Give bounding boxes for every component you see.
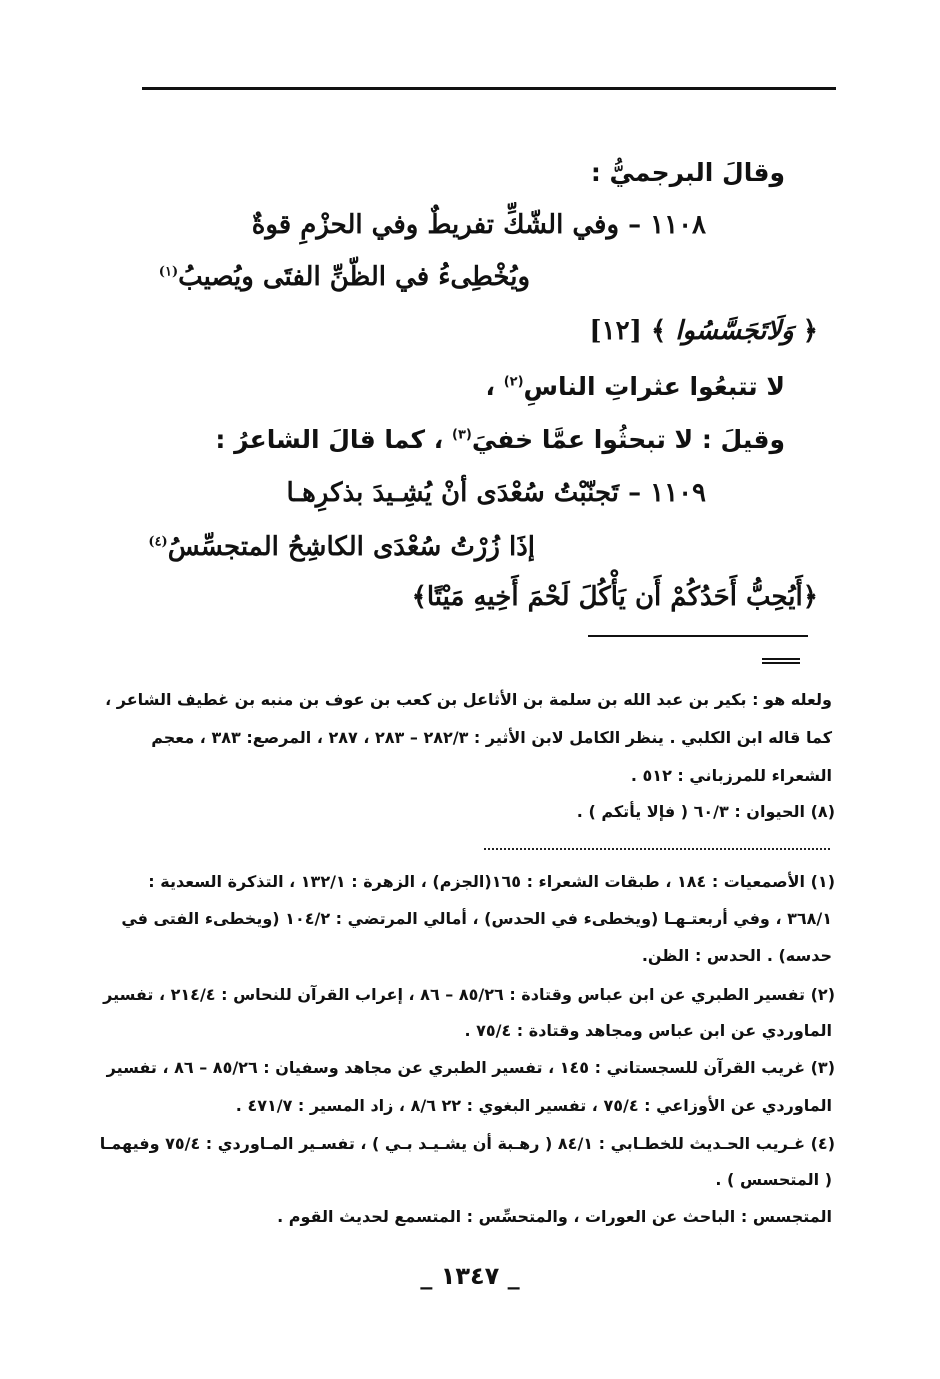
- verse-1108-first-hemistich: ١١٠٨ – وفي الشّكِّ تفريطٌ وفي الحزْمِ قوةٌ: [251, 210, 706, 240]
- explanation-line-2: [215, 425, 785, 454]
- quran-verse-number: [١٢]: [589, 316, 642, 346]
- footnote-ref-1: (١): [158, 264, 179, 280]
- verse-text: ويُخْطِىءُ في الظّنِّ الفتَى ويُصيبُ: [178, 262, 530, 292]
- prev-note-line-3: الشعراء للمرزباني : ٥١٢ .: [630, 766, 832, 785]
- page-number: _ ١٣٤٧ _: [420, 1262, 520, 1290]
- footnote-ref-2: (٢): [503, 374, 524, 390]
- header-rule: [142, 87, 836, 90]
- quran-citation-1: [589, 316, 818, 346]
- verse-text: إذَا زُرْتُ سُعْدَى الكاشِحُ المتجسِّسُ: [167, 532, 535, 562]
- quran-close-bracket: ﴾: [650, 316, 667, 346]
- footnote-2-line-2: الماوردي عن ابن عباس ومجاهد وقتادة : ٧٥/٤ .: [464, 1021, 832, 1040]
- footnote-4-line-1: (٤) غـريب الحـديث للخطـابي : ٨٤/١ ( رهـبة أن يشـيـد بـي ) ، تفسـير المـاوردي : ٧٥/٤ وفيهمـا: [99, 1134, 835, 1153]
- qila-text: وقيلَ : لا تبحثُوا عمَّا خفيَ: [471, 425, 785, 454]
- verse-1109-first-hemistich: ١١٠٩ – تَجنّبْتُ سُعْدَى أنْ يُشِـيدَ بذكرِهـا: [286, 478, 706, 508]
- footnote-3-line-1: (٣) غريب القرآن للسجستاني : ١٤٥ ، تفسير الطبري عن مجاهد وسفيان : ٨٥/٢٦ – ٨٦ ، تفسير: [106, 1058, 835, 1077]
- footnote-ref-4: (٤): [148, 534, 168, 550]
- footnote-1-line-2: ٣٦٨/١ ، وفي أربعتـهـا (ويخطىء في الحدس) ، أمالي المرتضي : ١٠٤/٢ (ويخطىء الفتى في: [121, 909, 832, 928]
- footnote-ref-3: (٣): [452, 427, 472, 443]
- verse-1108-second-hemistich: [159, 262, 530, 292]
- footnote-separator-double: [762, 658, 800, 664]
- footnote-1-line-1: (١) الأصمعيات : ١٨٤ ، طبقات الشعراء : ١٦٥(الجزم) ، الزهرة : ١٣٢/١ ، التذكرة السعدية :: [148, 872, 835, 891]
- qila-suffix: ، كما قالَ الشاعرُ :: [215, 425, 444, 454]
- footnote-2-line-1: (٢) تفسير الطبري عن ابن عباس وقتادة : ٨٥/٢٦ – ٨٦ ، إعراب القرآن للنحاس : ٢١٤/٤ ، تفسير: [103, 985, 835, 1004]
- footnote-separator-dotted: [484, 848, 830, 850]
- quran-verse-text: وَلَاتَجَسَّسُوا: [675, 316, 794, 346]
- footnote-1-line-3: حدسه) . الحدس : الظن.: [641, 946, 832, 965]
- explanation-line-1: [485, 372, 785, 401]
- quran-open-bracket: ﴿: [802, 316, 818, 346]
- footnote-4-line-3: المتجسس : الباحث عن العورات ، والمتحسِّس : المتسمع لحديث القوم .: [277, 1207, 832, 1226]
- punctuation: ،: [485, 372, 495, 401]
- quran-underline: [588, 635, 808, 637]
- prev-note-line-1: ولعله هو : بكير بن عبد الله بن سلمة بن الأثاعل بن كعب بن عوف بن منبه بن غطيف الشاعر ،: [105, 690, 832, 709]
- prev-note-line-2: كما قاله ابن الكلبي . ينظر الكامل لابن الأثير : ٢٨٢/٣ – ٢٨٣ ، ٢٨٧ ، المرصع: ٣٨٣ ، معجم: [151, 728, 832, 747]
- explanation-text: لا تتبعُوا عثراتِ الناسِ: [523, 372, 785, 401]
- verse-1109-second-hemistich: [148, 532, 535, 562]
- prev-note-8: (٨) الحيوان : ٦٠/٣ ( فإلا يأتكم ) .: [576, 802, 835, 821]
- quran-citation-2: ﴿أَيُحِبُّ أَحَدُكُمْ أَن يَأْكُلَ لَحْمَ أَخِيهِ مَيْتًا﴾: [411, 582, 818, 612]
- intro-line: وقالَ البرجميُّ :: [590, 158, 785, 187]
- footnote-3-line-2: الماوردي عن الأوزاعي : ٧٥/٤ ، تفسير البغوي : ٢٢ ٨/٦ ، زاد المسير : ٤٧١/٧ .: [235, 1096, 832, 1115]
- footnote-4-line-2: ( المتحسس ) .: [715, 1170, 832, 1189]
